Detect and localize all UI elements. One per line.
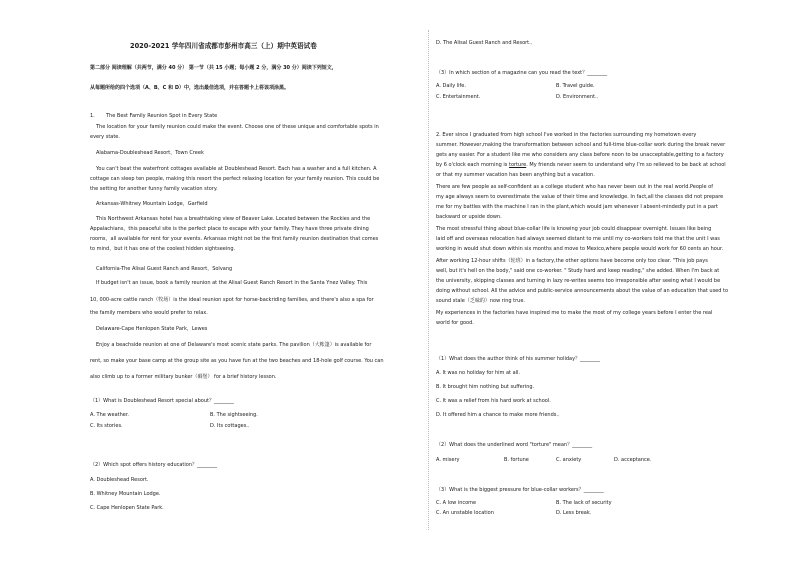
question-stem: （2）What does the underlined word "torture" mean？________ (436, 442, 593, 448)
question-stem: （2）Which spot offers history education？________ (90, 462, 218, 468)
option-c: C. Its stories. (90, 423, 123, 429)
option-a: A. Daily life. (436, 83, 466, 89)
passage-line: the family members who would prefer to relax. (90, 310, 208, 316)
option-c: C. It was a relief from his hard work at school. (436, 398, 551, 404)
passage-line: You can't beat the waterfront cottages available at Doubleshead Resort. Each has a washer and a full kitchen. A (96, 166, 377, 172)
option-b: B. The sightseeing. (210, 412, 258, 418)
passage-line: After working 12-hour shifts（轮班）in a factory,the other options have become only too clear. "This job pays (436, 258, 708, 264)
passage-line: 10, 000-acre cattle ranch（牧场）is the ideal reunion spot for horse-backriding families, and there's also a spa for (90, 297, 374, 303)
option-c: C. An unstable location (436, 510, 494, 516)
option-d: D. Environment.． (556, 94, 602, 100)
passage-line: working in would shut down within six months and move to Mexico,where people would work for 60 cents an hour. (436, 246, 724, 252)
option-a: A. Doubleshead Resort. (90, 477, 149, 483)
question-stem: （3）In which section of a magazine can you read the text？________ (436, 70, 608, 76)
question-stem: （1）What does the author think of his summer holiday？________ (436, 356, 601, 362)
passage-line: Appalachians，this peaceful site is the perfect place to escape with your family. They have three private dining (90, 226, 369, 232)
option-d: D. Less break． (556, 510, 595, 516)
option-b: B. It brought him nothing but suffering. (436, 384, 535, 390)
passage-line: There are few people as self-confident as a college student who has never been out in the real world.People of (436, 184, 713, 190)
passage-line: The most stressful thing about blue-collar life is knowing your job could disappear overnight. Issues like being (436, 226, 712, 232)
question-stem: （3）What is the biggest pressure for blue-collar workers？________ (436, 487, 604, 493)
passage-line: cottage can sleep ten people, making this resort the perfect relaxing location for your family reunion. This could be (90, 176, 380, 182)
passage-line: Enjoy a beachside reunion at one of Delaware's most scenic state parks. The pavilion（大帐篷）is available for (96, 342, 372, 348)
passage-line: 2. Ever since I graduated from high school I've worked in the factories surrounding my hometown every (436, 132, 697, 138)
passage-line: My experiences in the factories have inspired me to make the most of my college years before I enter the real (436, 310, 713, 316)
passage-line: backward or upside down. (436, 214, 502, 220)
option-b: B. Travel guide. (556, 83, 595, 89)
passage-line: The location for your family reunion could make the event. Choose one of these unique and comfortable spots in (96, 124, 379, 130)
passage-line: the setting for another funny family vacation story. (90, 186, 218, 192)
passage-line: sound stale（乏味的）now ring true. (436, 298, 525, 304)
column-divider (428, 30, 429, 530)
option-c: C. Entertainment. (436, 94, 481, 100)
option-a: A. misery (436, 457, 460, 463)
passage-line: rent, so make your base camp at the group site as you have fun at the two beaches and 18-hole golf course. You can (90, 358, 384, 364)
spot-heading: Delaware-Cape Henlopen State Park，Lewes (96, 326, 208, 332)
passage-line: me for my battles with the machine I ran in the plant,which would jam whenever I absent-mindedly put in a part (436, 204, 718, 210)
option-c: C. Cape Henlopen State Park. (90, 505, 164, 511)
passage-line: the university, skipping classes and turning in lazy re-writes seems too irresponsible after seeing what I would be (436, 278, 721, 284)
option-d: D. The Alisal Guest Ranch and Resort.． (436, 40, 536, 46)
passage-line: my age always seem to overestimate the value of their time and knowledge. In fact,all the classes did not prepare (436, 194, 724, 200)
passage-line: well, but it's hell on the body," said one co-worker. " Study hard and keep reading," she added. When I'm back at (436, 268, 720, 274)
option-b: B. fortune (504, 457, 529, 463)
passage-line: also climb up to a former military bunker（碉堡） for a brief history lesson. (90, 374, 277, 380)
section-instructions: 从每题所给的四个选项（A、B、C 和 D）中，选出最佳选项，并在答题卡上将该项涂黑。 (90, 85, 289, 91)
passage-line: every state. (90, 134, 120, 140)
passage-number: 1. (90, 113, 95, 119)
option-a: C. A low income (436, 500, 477, 506)
passage-line: to mind，but it has one of the coolest hidden sightseeing. (90, 246, 236, 252)
option-d: D. Its cottages.． (210, 423, 253, 429)
passage-line: laid off and overseas relocation had always seemed distant to me until my co-workers told me that the unit I was (436, 236, 720, 242)
exam-title: 2020-2021 学年四川省成都市彭州市高三（上）期中英语试卷 (130, 42, 317, 50)
passage-line: world for good. (436, 320, 474, 326)
option-a: A. The weather. (90, 412, 130, 418)
option-b: B. The lack of security (556, 500, 612, 506)
passage-line: by 6 o'clock each morning is torture. My friends never seem to understand why I'm so relieved to be back at school (436, 162, 726, 168)
passage-line: doing without school. All the advice and public-service announcements about the value of an education that used to (436, 288, 729, 294)
spot-heading: California-The Alisal Guest Ranch and Resort，Solvang (96, 266, 233, 272)
passage-line: summer. However,making the transformation between school and full-time blue-collar work during the break never (436, 142, 726, 148)
option-a: A. It was no holiday for him at all. (436, 370, 521, 376)
spot-heading: Arkansas-Whitney Mountain Lodge，Garfield (96, 201, 208, 207)
passage-line: gets any easier. For a student like me who considers any class before noon to be unacceptable,getting to a factory (436, 152, 724, 158)
option-d: D. acceptance． (614, 457, 655, 463)
option-c: C. anxiety (556, 457, 582, 463)
option-d: D. It offered him a chance to make more friends.． (436, 412, 563, 418)
passage-line: If budget isn't an issue, book a family reunion at the Alisal Guest Ranch Resort in the Santa Ynez Valley. This (96, 280, 368, 286)
spot-heading: Alabama-Doubleshead Resort，Town Creek (96, 150, 204, 156)
passage-line: This Northwest Arkansas hotel has a breathtaking view of Beaver Lake. Located between the Rockies and the (96, 216, 371, 222)
passage-line: rooms，all available for rent for your events. Arkansas might not be the first family reunion destination that comes (90, 236, 379, 242)
passage-line: or that my summer vacation has been anything but a vacation. (436, 172, 595, 178)
option-b: B. Whitney Mountain Lodge. (90, 491, 161, 497)
passage-title: The Best Family Reunion Spot in Every State (106, 113, 218, 119)
section-header: 第二部分 阅读理解（共两节，满分 40 分） 第一节（共 15 小题；每小题 2 分，满分 30 分）阅读下列短文， (90, 65, 337, 71)
underlined-word: torture (508, 162, 527, 168)
question-stem: （1）What is Doubleshead Resort special about？________ (90, 398, 234, 404)
